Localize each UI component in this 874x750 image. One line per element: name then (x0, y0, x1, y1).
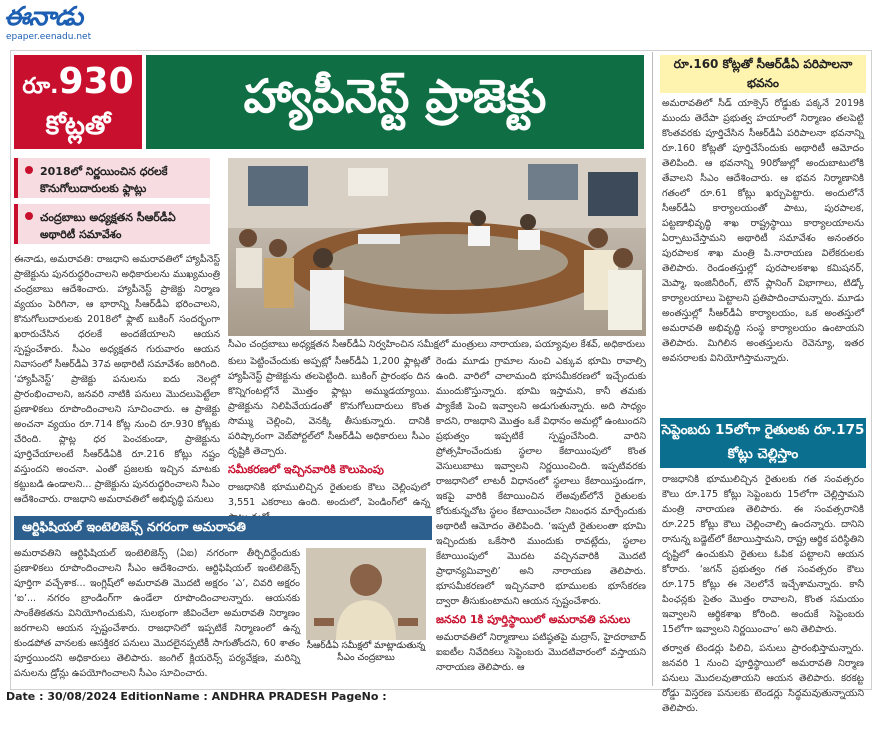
article-col-1: ఈనాడు, అమరావతి: రాజధాని అమరావతిలో హ్యాపీనెస్ట్ ప్రాజెక్టును పునరుద్ధరించాలని అధికారులను ముఖ్యమంత్రి చంద్రబాబు ఆదేశించారు. హ్యాపీనెస్ట్ ప్రాజెక్టు నిర్మాణ వ్యయం పెరిగినా, ఆ భారాన్ని సీఆర్‌డీఏ భరించాలని, కొనుగోలుదారులకు 2018లో ఫ్లాట్ బుకింగ్ సందర్భంగా ఖరారుచేసిన ధరలకే అందజేయాలని ఆయన స్పష్టంచేశారు. సీఎం అధ్యక్షతన గురువారం ఆయన నివాసంలో సీఆర్‌డీఏ 37వ అథారిటీ సమావేశం జరిగింది. ‘హ్యాపీనెస్ట్’ ప్రాజెక్టు పనులను ఐదు నెలల్లో ప్రారంభించాలని, జనవరి నాటికి పనులు మొదలుపెట్టేలా ప్రణాళికలు రూపొందించాలని సూచించారు. ఆ ప్రాజెక్టు అంచనా వ్యయం రూ.714 కోట్ల నుంచి రూ.930 కోట్లకు చేరింది. ప్లాట్ల ధర పెంచకుండా, ప్రాజెక్టును పూర్తిచేయాలంటే సీఆర్‌డీఏకి రూ.216 కోట్లు నష్టం వస్తుందని అంచనా. ఎంతో ప్రజలకు ఇచ్చిన మాటకు కట్టుబడి ఉండాలని... ప్రాజెక్టును పునరుద్ధరించాలని సీఎం ఆదేశించారు. రాజధాని అమరావతిలో అభివృద్ధి పనులు (14, 254, 220, 505)
right-box-1-text: అమరావతిలో సీడ్ యాక్సెస్ రోడ్డుకు పక్కనే 2019కి ముందు తెదేపా ప్రభుత్వ హయాంలో నిర్మాణం తలపెట్టి కొంతవరకు పూర్తిచేసిన సీఆర్‌డీఏ పరిపాలనా భవనాన్ని రూ.160 కోట్లతో పూర్తిచేసేందుకు అథారిటీ ఆమోదం తెలిపింది. ఆ భవనాన్ని 90రోజుల్లో అందుబాటులోకి తేవాలని సీఎం ఆదేశించారు. ఆ భవన నిర్మాణానికి గతంలో రూ.61 కోట్లు ఖర్చుపెట్టారు. అందులోనే సీఆర్‌డీఏ కార్యాలయంతో పాటు, పురపాలక, పట్టణాభివృద్ధి శాఖ రాష్ట్రస్థాయి కార్యాలయాలను ఏర్పాటుచేస్తామని అథారిటీ సమావేశం అనంతరం పురపాలక శాఖ మంత్రి పి.నారాయణ విలేకరులకు తెలిపారు. రెండంతస్తుల్లో పురపాలకశాఖ కమిషనర్, మెప్మా, ఇంజినీరింగ్, టౌన్ ప్లానింగ్ విభాగాలు, టిడ్కో కార్యాలయాలు పెట్టాలని ప్రతిపాదించామన్నారు. మూడు అంతస్తుల్లో సీఆర్‌డీఏ కార్యాలయం, ఒక అంతస్తులో అమరావతి అభివృద్ధి సంస్థ కార్యాలయం ఉంటాయని తెలిపారు. మిగిలిన అంతస్తులను రెవెన్యూ, ఇతర అవసరాలకు వినియోగిస్తామన్నారు. (662, 98, 864, 364)
amount-value: 930 (58, 61, 134, 102)
headline-title: హ్యాపీనెస్ట్ ప్రాజెక్టు (146, 55, 644, 149)
article-col-3b-text: అమరావతిలో నిర్మాణాలు పటిష్ఠతపై మద్రాస్, హైదరాబాద్ ఐఐటీల నివేదికలు సెప్టెంబరు మొదటివారంలో వస్తాయని నారాయణ తెలిపారు. ఆ (436, 632, 646, 673)
ai-section-heading: ఆర్టిఫిషియల్ ఇంటెలిజెన్స్ నగరంగా అమరావతి (14, 516, 432, 540)
bullet-2-text: చంద్రబాబు అధ్యక్షతన సీఆర్‌డీఏ అథారిటీ సమావేశం (40, 211, 176, 241)
right-box-2-text: రాజధానికి భూములిచ్చిన రైతులకు గత సంవత్సరం కౌలు రూ.175 కోట్లు సెప్టెంబరు 15లోగా చెల్లిస్తామని మంత్రి నారాయణ తెలిపారు. ఈ సంవత్సరానికి రూ.225 కోట్లు కౌలు చెల్లించాల్సి ఉందన్నారు. దానిని రానున్న బడ్జెట్‌లో కేటాయిస్తామని, రాష్ట్ర ఆర్థిక పరిస్థితిని దృష్టిలో ఉంచుకుని రైతులు ఓపిక పట్టాలని ఆయన కోరారు. ‘జగన్ ప్రభుత్వం గత సంవత్సరం కౌలు రూ.175 కోట్లు ఈ నెలలోనే ఇచ్చేశామన్నారు. కానీ పింఛన్లకు సైతం మొత్తం రావాలని, కొంత సమయం ఇవ్వాలని ఆర్థికశాఖ కోరింది. అందుకే సెప్టెంబరు 15లోగా ఇవ్వాలని నిర్ణయించాం’ అని తెలిపారు. (662, 474, 864, 635)
subhead-january-works: జనవరి 1కి పూర్తిస్థాయిలో అమరావతి పనులు (436, 613, 631, 626)
cm-photo-caption: సీఆర్‌డీఏ సమీక్షలో మాట్లాడుతున్న సీఎం చంద్రబాబు (306, 641, 426, 663)
column-divider (652, 52, 653, 686)
right-box-2-text2: తర్వాత టెండర్లు పిలిచి, పనులు ప్రారంభిస్తామన్నారు. జనవరి 1 నుంచి పూర్తిస్థాయిలో అమరావతి నిర్మాణ పనులు మొదలవుతాయని ఆయన తెలిపారు. కరకట్ట రోడ్డు విస్తరణ పనులకు టెండర్లు సిద్ధమవుతున్నాయని తెలిపారు. (662, 643, 864, 714)
meeting-photo (228, 158, 646, 336)
meeting-photo-image (228, 158, 646, 336)
ai-section-text: అమరావతిని ఆర్టిఫిషియల్ ఇంటెలిజెన్స్ (ఏఐ) నగరంగా తీర్చిదిద్దేందుకు ప్రణాళికలు రూపొందించాలని సీఎం ఆదేశించారు. ఆర్టిఫిషియల్ ఇంటెలిజెన్స్ పూర్తిగా వచ్చేశాక... ఇంగ్లిష్‌లో అమరావతి మొదటి అక్షరం ‘ఎ’, చివరి అక్షరం ‘ఐ’... నగరం బ్రాండింగ్‌గా ఉండేలా రూపొందించాలన్నారు. ఆయనకు సాంకేతికతను వినియోగించుకుని, సులభంగా జీవించేలా అమరావతి నిర్మాణం జరగాలని ఆయన స్పష్టంచేశారు. రాజధానిలో ఇప్పటికే నిర్మాణంలో ఉన్న కుండపోత వానలకు ఆసక్తికర పనులు మొదలైనప్పటికీ సాగుతోందని, 60 శాతం పూర్తయిందని అధికారులు తెలిపారు. జంగిల్ క్లియరెన్స్ పర్యవేక్షణ, మరిన్ని పనులను డ్రోన్లు ఉపయోగించాలని సీఎం సూచించారు. (14, 548, 300, 679)
amount-prefix: రూ. (22, 74, 59, 99)
photo-caption: సీఎం చంద్రబాబు అధ్యక్షతన సీఆర్‌డీఏ నిర్వహించిన సమీక్షలో మంత్రులు నారాయణ, పయ్యావుల కేశవ్, అధికారులు (228, 339, 646, 350)
edition-footer: Date : 30/08/2024 EditionName : ANDHRA PRADESH PageNo : (6, 690, 387, 703)
amount-suffix: కోట్లతో (45, 111, 111, 141)
article-col-2-text: కులు పెట్టించేందుకు అప్పట్లో సీఆర్‌డీఏ 1,200 ఫ్లాట్లతో హ్యాపీనెస్ట్ ప్రాజెక్టును తలపెట్టింది. బుకింగ్ ప్రారంభం దిన కొన్నిగంటల్లోనే మొత్తం ఫ్లాట్లు అమ్ముడయ్యాయి. ప్రాజెక్టును నిలిపివేయడంతో కొనుగోలుదారులు కొంత సొమ్ము చెల్లించి, వెనక్కి తీసుకున్నారు. దానికి పరిష్కారంగా వెబ్‌పోర్టల్‌లో సీఆర్‌డీఏ అధికారులు సీఎం దృష్టికి తెచ్చారు. (228, 356, 430, 457)
bullet-1-text: 2018లో నిర్ణయించిన ధరలకే కొనుగోలుదారులకు ఫ్లాట్లు (40, 165, 168, 195)
right-box-2-title: సెప్టెంబరు 15లోగా రైతులకు రూ.175 కోట్లు చెల్లిస్తాం (660, 418, 866, 468)
article-col-3 (436, 354, 646, 682)
article-col-2 (228, 354, 430, 510)
bullet-dot-icon (25, 212, 33, 220)
cm-photo-image (306, 548, 426, 640)
masthead-logo[interactable]: ఈనాడు (4, 2, 83, 32)
right-box-2-text-wrap (662, 472, 864, 714)
subhead-land-pooling: సమీకరణలో ఇచ్చినవారికి కౌలుపెంపు (228, 463, 384, 476)
cm-photo (306, 548, 426, 640)
bullet-1 (14, 158, 210, 198)
bullet-dot-icon (25, 166, 33, 174)
bullet-2 (14, 204, 210, 244)
headline-amount-box (14, 55, 142, 149)
masthead-url: epaper.eenadu.net (6, 32, 92, 42)
article-col-3-text: రెండు మూడు గ్రామాల నుంచి ఎక్కువ భూమి రావాల్సి ఉంది. వారిలో చాలామంది భూసమీకరణలో ఇచ్చేందుకు ముందుకొస్తున్నారు. భూమి ఇస్తామని, కానీ తమకు ప్యాకేజీ పెంచి ఇవ్వాలని అడుగుతున్నారు. అది సాధ్యం కాదని, రాజధాని మొత్తం ఒకే విధానం అమల్లో ఉంటుందని ప్రభుత్వం ఇప్పటికే స్పష్టంచేసింది. వారిని ప్రోత్సహించేందుకు స్థలాల కేటాయింపులో కొంత వెసులుబాటు ఇవ్వాలని నిర్ణయించింది. ఇప్పటివరకు రాజధానిలో లాటరీ విధానంలో స్థలాలు కేటాయిస్తుండగా, ఇకపై వారికి కేటాయించిన లేఅవుట్‌లోనే రైతులకు కోరుకున్నచోట స్థలం కేటాయించేలా నిబంధన మార్చేందుకు అథారిటీ ఆమోదం తెలిపింది. ‘ఇప్పటి రైతులంతా భూమి ఇచ్చిందుకు ఒకేసారి ముందుకు రావట్లేదు, స్థలాల కేటాయింపులో మొదట వచ్చినవారికి మొదటి ప్రాధాన్యమివ్వాలి’ అని నారాయణ తెలిపారు. భూసమీకరణలో ఇచ్చినవారి భూములకు భూసేకరణ ద్వారా తీసుకుంటామని ఆయన స్పష్టంచేశారు. (436, 356, 646, 607)
article-col-2b-text: రాజధానికి భూములిచ్చిన రైతులకు కౌలు చెల్లింపులో 3,551 ఎకరాలు ఉంది. అందులో, పెండింగ్‌లో ఉన్న (228, 482, 430, 508)
right-box-1-title: రూ.160 కోట్లతో సీఆర్‌డీఏ పరిపాలనా భవనం (660, 55, 866, 93)
